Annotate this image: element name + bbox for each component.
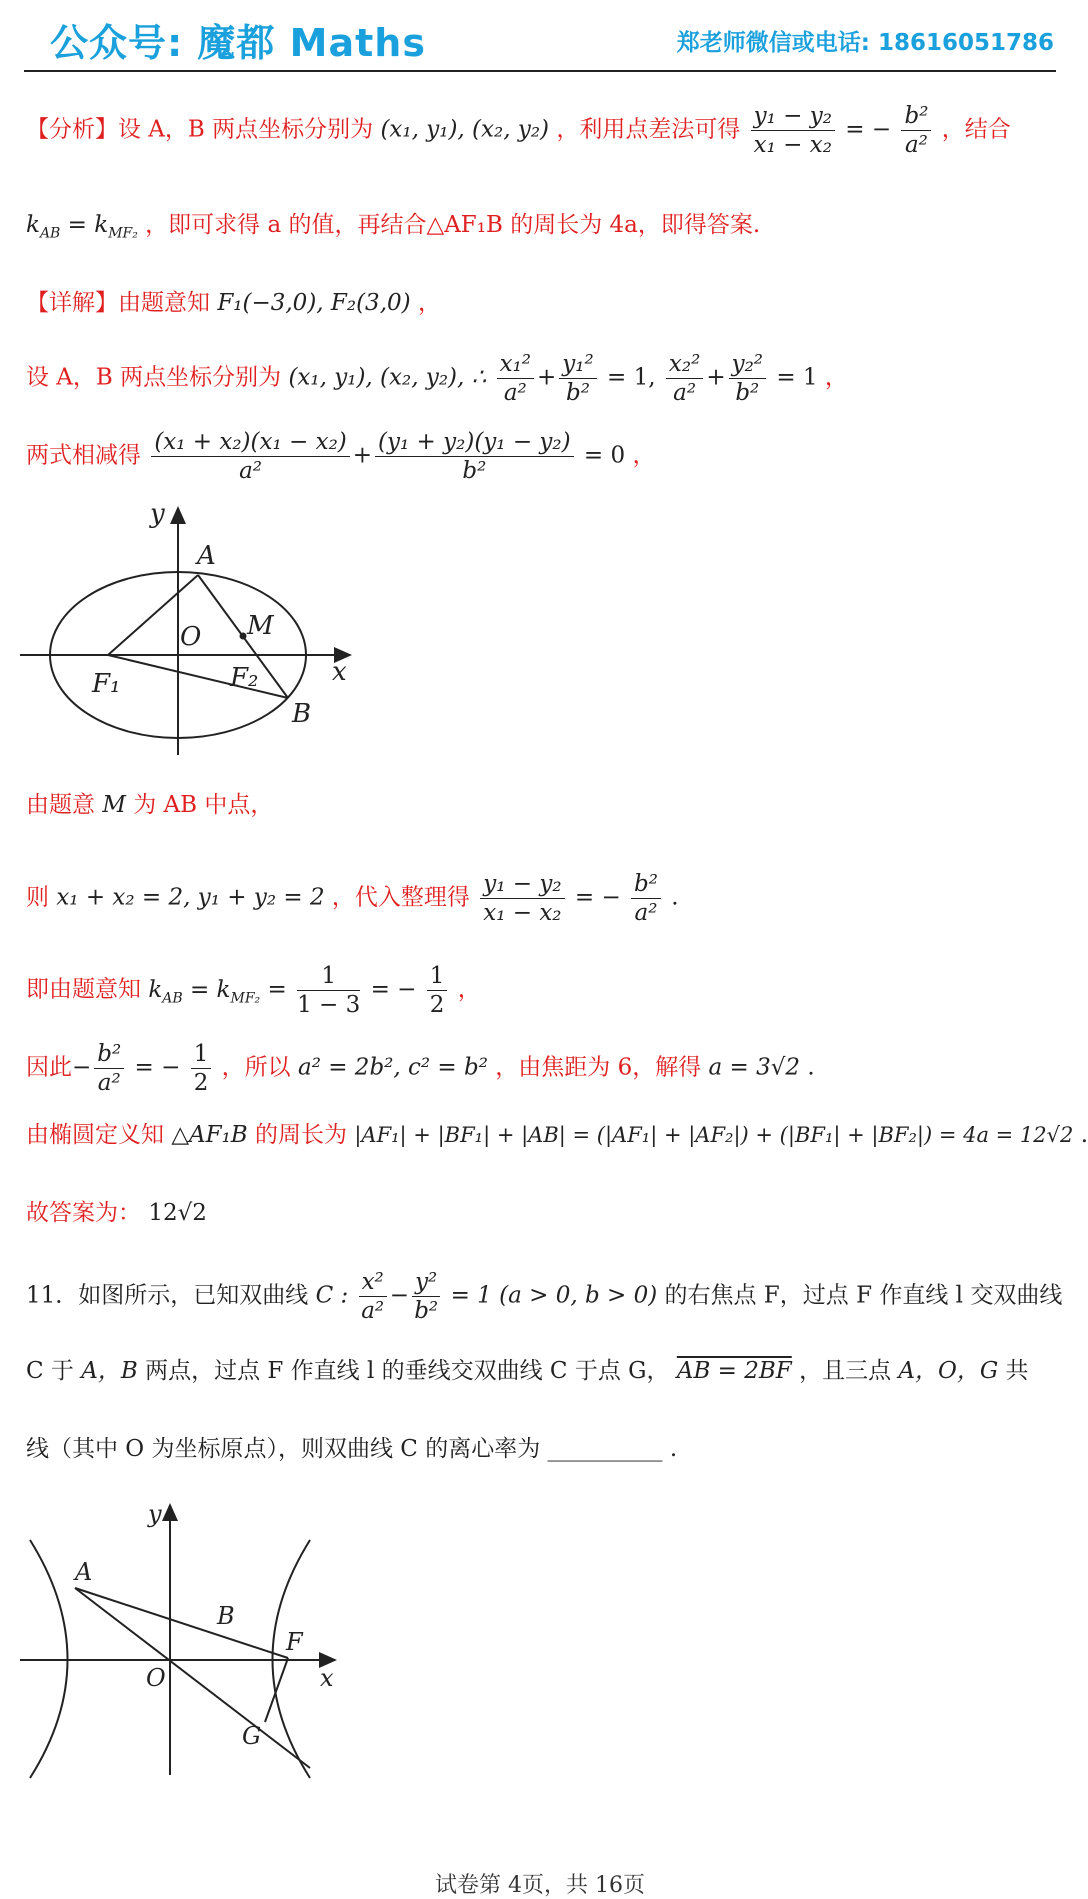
math: = − bbox=[574, 884, 621, 911]
answer-blank[interactable]: __________ bbox=[547, 1436, 663, 1462]
math: = 1, bbox=[607, 364, 656, 391]
analysis-line-2 bbox=[26, 208, 760, 251]
denominator: a² bbox=[97, 1070, 121, 1096]
label-b: B bbox=[292, 699, 312, 729]
numerator: 1 bbox=[297, 962, 360, 991]
math: = bbox=[267, 976, 287, 1003]
math bbox=[26, 212, 61, 242]
label-y: y bbox=[150, 499, 165, 529]
detail-line-2 bbox=[26, 350, 848, 407]
label-o: O bbox=[146, 1664, 166, 1692]
numerator: x₂² bbox=[666, 350, 703, 379]
text: 设 A，B 两点坐标分别为 bbox=[26, 364, 282, 391]
text: 共 bbox=[1005, 1358, 1029, 1384]
text: ，所以 bbox=[221, 1054, 291, 1081]
text: 因此 bbox=[26, 1054, 72, 1081]
text: ， bbox=[457, 976, 481, 1003]
denominator: a² bbox=[361, 1298, 385, 1324]
math: A，O，G bbox=[898, 1358, 999, 1384]
text: 的右焦点 F，过点 F 作直线 l 交双曲线 bbox=[664, 1282, 1063, 1309]
detail-line-3 bbox=[26, 428, 655, 485]
label-f: F bbox=[286, 1628, 303, 1656]
denominator: a² bbox=[673, 380, 697, 406]
text: 即由题意知 bbox=[26, 976, 141, 1003]
page-header bbox=[0, 0, 1080, 72]
math bbox=[67, 212, 138, 242]
plus: + bbox=[537, 364, 557, 391]
numerator: y₂² bbox=[729, 350, 766, 379]
numerator: (y₁ + y₂)(y₁ − y₂) bbox=[375, 428, 574, 457]
text: 线（其中 O 为坐标原点），则双曲线 C 的离心率为 bbox=[26, 1436, 541, 1462]
answer-line bbox=[26, 1196, 207, 1230]
plus: + bbox=[352, 442, 373, 469]
denominator: a² bbox=[904, 132, 928, 158]
label-x: x bbox=[332, 657, 347, 687]
detail-line-5 bbox=[26, 870, 679, 927]
minus: − bbox=[389, 1282, 410, 1309]
fraction bbox=[375, 428, 574, 485]
fraction bbox=[191, 1040, 212, 1097]
subscript: MF₂ bbox=[108, 225, 138, 242]
math: = 1 (a > 0, b > 0) bbox=[450, 1282, 658, 1309]
math bbox=[148, 976, 183, 1007]
numerator: b² bbox=[94, 1040, 124, 1069]
numerator: y² bbox=[412, 1268, 440, 1297]
math: = 0 bbox=[583, 442, 626, 469]
label-f1: F₁ bbox=[92, 669, 121, 699]
text: 【详解】由题意知 bbox=[26, 290, 210, 316]
detail-line-6 bbox=[26, 962, 481, 1019]
k-symbol: k bbox=[26, 212, 40, 238]
text: 【分析】设 A，B 两点坐标分别为 bbox=[26, 116, 374, 143]
denominator: b² bbox=[414, 1298, 439, 1324]
fraction bbox=[751, 102, 835, 159]
numerator: 1 bbox=[427, 962, 448, 991]
contact-info: 郑老师微信或电话: 18616051786 bbox=[676, 30, 1054, 56]
math: = 1 bbox=[776, 364, 818, 391]
line-l bbox=[75, 1588, 288, 1658]
numerator: x₁² bbox=[497, 350, 534, 379]
math: (x₁, y₁), (x₂, y₂) bbox=[380, 116, 550, 143]
fraction bbox=[94, 1040, 124, 1097]
text: ， bbox=[417, 290, 441, 316]
brand-title: 公众号: 魔都 Maths bbox=[50, 21, 426, 65]
numerator: y₁ − y₂ bbox=[480, 870, 564, 899]
label-m: M bbox=[247, 611, 274, 641]
line-fg bbox=[265, 1658, 288, 1722]
fraction bbox=[631, 870, 661, 927]
fraction bbox=[297, 962, 360, 1019]
fraction bbox=[359, 1268, 387, 1325]
detail-line-1 bbox=[26, 286, 441, 320]
label-a: A bbox=[75, 1558, 93, 1586]
text: 故答案为： bbox=[26, 1200, 141, 1226]
k-symbol: = k bbox=[189, 976, 231, 1003]
numerator: y₁² bbox=[559, 350, 596, 379]
denominator: a² bbox=[503, 380, 527, 406]
page-footer: 试卷第 4页，共 16页 bbox=[435, 1873, 645, 1898]
math: = − bbox=[845, 116, 892, 143]
math: 12√2 bbox=[148, 1200, 207, 1226]
denominator: x₁ − x₂ bbox=[483, 900, 562, 926]
ellipse-figure bbox=[20, 500, 360, 760]
text: . bbox=[671, 884, 679, 911]
vector-equation: AB = 2BF bbox=[676, 1358, 792, 1384]
math: A，B bbox=[81, 1358, 138, 1384]
label-y: y bbox=[148, 1500, 162, 1528]
denominator: b² bbox=[735, 380, 760, 406]
math: a = 3√2 bbox=[708, 1054, 801, 1081]
math: = − bbox=[370, 976, 417, 1003]
subscript: AB bbox=[39, 225, 61, 242]
text: ，即可求得 a 的值，再结合△AF₁B 的周长为 4a，即得答案. bbox=[145, 212, 761, 238]
hyperbola-figure bbox=[20, 1500, 350, 1780]
subscript: MF₂ bbox=[230, 990, 261, 1007]
text: 由题意 bbox=[26, 792, 95, 818]
numerator: b² bbox=[631, 870, 661, 899]
numerator: 1 bbox=[191, 1040, 212, 1069]
text: 11．如图所示，已知双曲线 bbox=[26, 1282, 309, 1309]
math: F₁(−3,0), F₂(3,0) bbox=[217, 290, 411, 316]
math: △AF₁B bbox=[171, 1122, 248, 1148]
detail-line-7 bbox=[26, 1040, 815, 1097]
text: 为 AB 中点， bbox=[133, 792, 274, 818]
label-g: G bbox=[242, 1722, 262, 1750]
denominator: x₁ − x₂ bbox=[753, 132, 832, 158]
denominator: b² bbox=[462, 458, 487, 484]
math: x₁ + x₂ = 2, y₁ + y₂ = 2 bbox=[56, 884, 325, 911]
plus: + bbox=[706, 364, 726, 391]
fraction bbox=[427, 962, 448, 1019]
text: 的周长为 bbox=[255, 1122, 348, 1148]
text: C 于 bbox=[26, 1358, 74, 1384]
numerator: b² bbox=[901, 102, 931, 131]
denominator: 1 − 3 bbox=[297, 992, 361, 1018]
subscript: AB bbox=[162, 990, 183, 1007]
fraction bbox=[729, 350, 766, 407]
text: 由椭圆定义知 bbox=[26, 1122, 164, 1148]
text: ，由焦距为 6，解得 bbox=[495, 1054, 702, 1081]
text: ， bbox=[632, 442, 656, 469]
denominator: 2 bbox=[429, 992, 445, 1018]
k-symbol: = k bbox=[67, 212, 109, 238]
text: 则 bbox=[26, 884, 49, 911]
header-divider bbox=[24, 70, 1056, 72]
math: a² = 2b², c² = b² bbox=[297, 1054, 488, 1081]
text: . bbox=[807, 1054, 815, 1081]
math: C : bbox=[315, 1282, 349, 1309]
text: . bbox=[1080, 1122, 1088, 1148]
denominator: 2 bbox=[193, 1070, 209, 1096]
midpoint-m bbox=[240, 633, 247, 640]
fraction bbox=[412, 1268, 440, 1325]
text: ，结合 bbox=[941, 116, 1011, 143]
fraction bbox=[151, 428, 349, 485]
text: 两式相减得 bbox=[26, 442, 141, 469]
denominator: a² bbox=[634, 900, 658, 926]
fraction bbox=[480, 870, 564, 927]
math: = − bbox=[134, 1054, 181, 1081]
question-11-line-2 bbox=[26, 1354, 1029, 1388]
math: (x₁, y₁), (x₂, y₂), ∴ bbox=[288, 364, 487, 391]
line-aog bbox=[75, 1588, 310, 1768]
fraction bbox=[901, 102, 931, 159]
denominator: a² bbox=[239, 458, 262, 484]
question-11-line-3 bbox=[26, 1432, 677, 1466]
detail-line-4 bbox=[26, 788, 273, 822]
text: ，利用点差法可得 bbox=[556, 116, 741, 143]
math: M bbox=[102, 792, 126, 818]
math: − bbox=[72, 1054, 92, 1081]
label-b: B bbox=[217, 1602, 235, 1630]
numerator: y₁ − y₂ bbox=[751, 102, 835, 131]
text: ，代入整理得 bbox=[331, 884, 470, 911]
math: |AF₁| + |BF₁| + |AB| = (|AF₁| + |AF₂|) + (|BF₁| + |BF₂|) = 4a = 12√2 bbox=[354, 1123, 1074, 1147]
numerator: (x₁ + x₂)(x₁ − x₂) bbox=[151, 428, 349, 457]
denominator: b² bbox=[566, 380, 590, 406]
label-a: A bbox=[197, 541, 216, 571]
label-x: x bbox=[320, 1664, 334, 1692]
fraction bbox=[559, 350, 596, 407]
fraction bbox=[666, 350, 703, 407]
text: . bbox=[669, 1436, 678, 1462]
question-11-line-1 bbox=[26, 1268, 1062, 1325]
detail-line-8 bbox=[26, 1118, 1088, 1152]
label-f2: F₂ bbox=[230, 663, 259, 693]
math bbox=[189, 976, 261, 1007]
text: ， bbox=[824, 364, 848, 391]
text: ，且三点 bbox=[799, 1358, 892, 1384]
analysis-line-1 bbox=[26, 102, 1011, 159]
k-symbol: k bbox=[148, 976, 163, 1003]
label-o: O bbox=[180, 622, 202, 652]
text: 两点，过点 F 作直线 l 的垂线交双曲线 C 于点 G， bbox=[145, 1358, 670, 1384]
numerator: x² bbox=[359, 1268, 387, 1297]
fraction bbox=[497, 350, 534, 407]
